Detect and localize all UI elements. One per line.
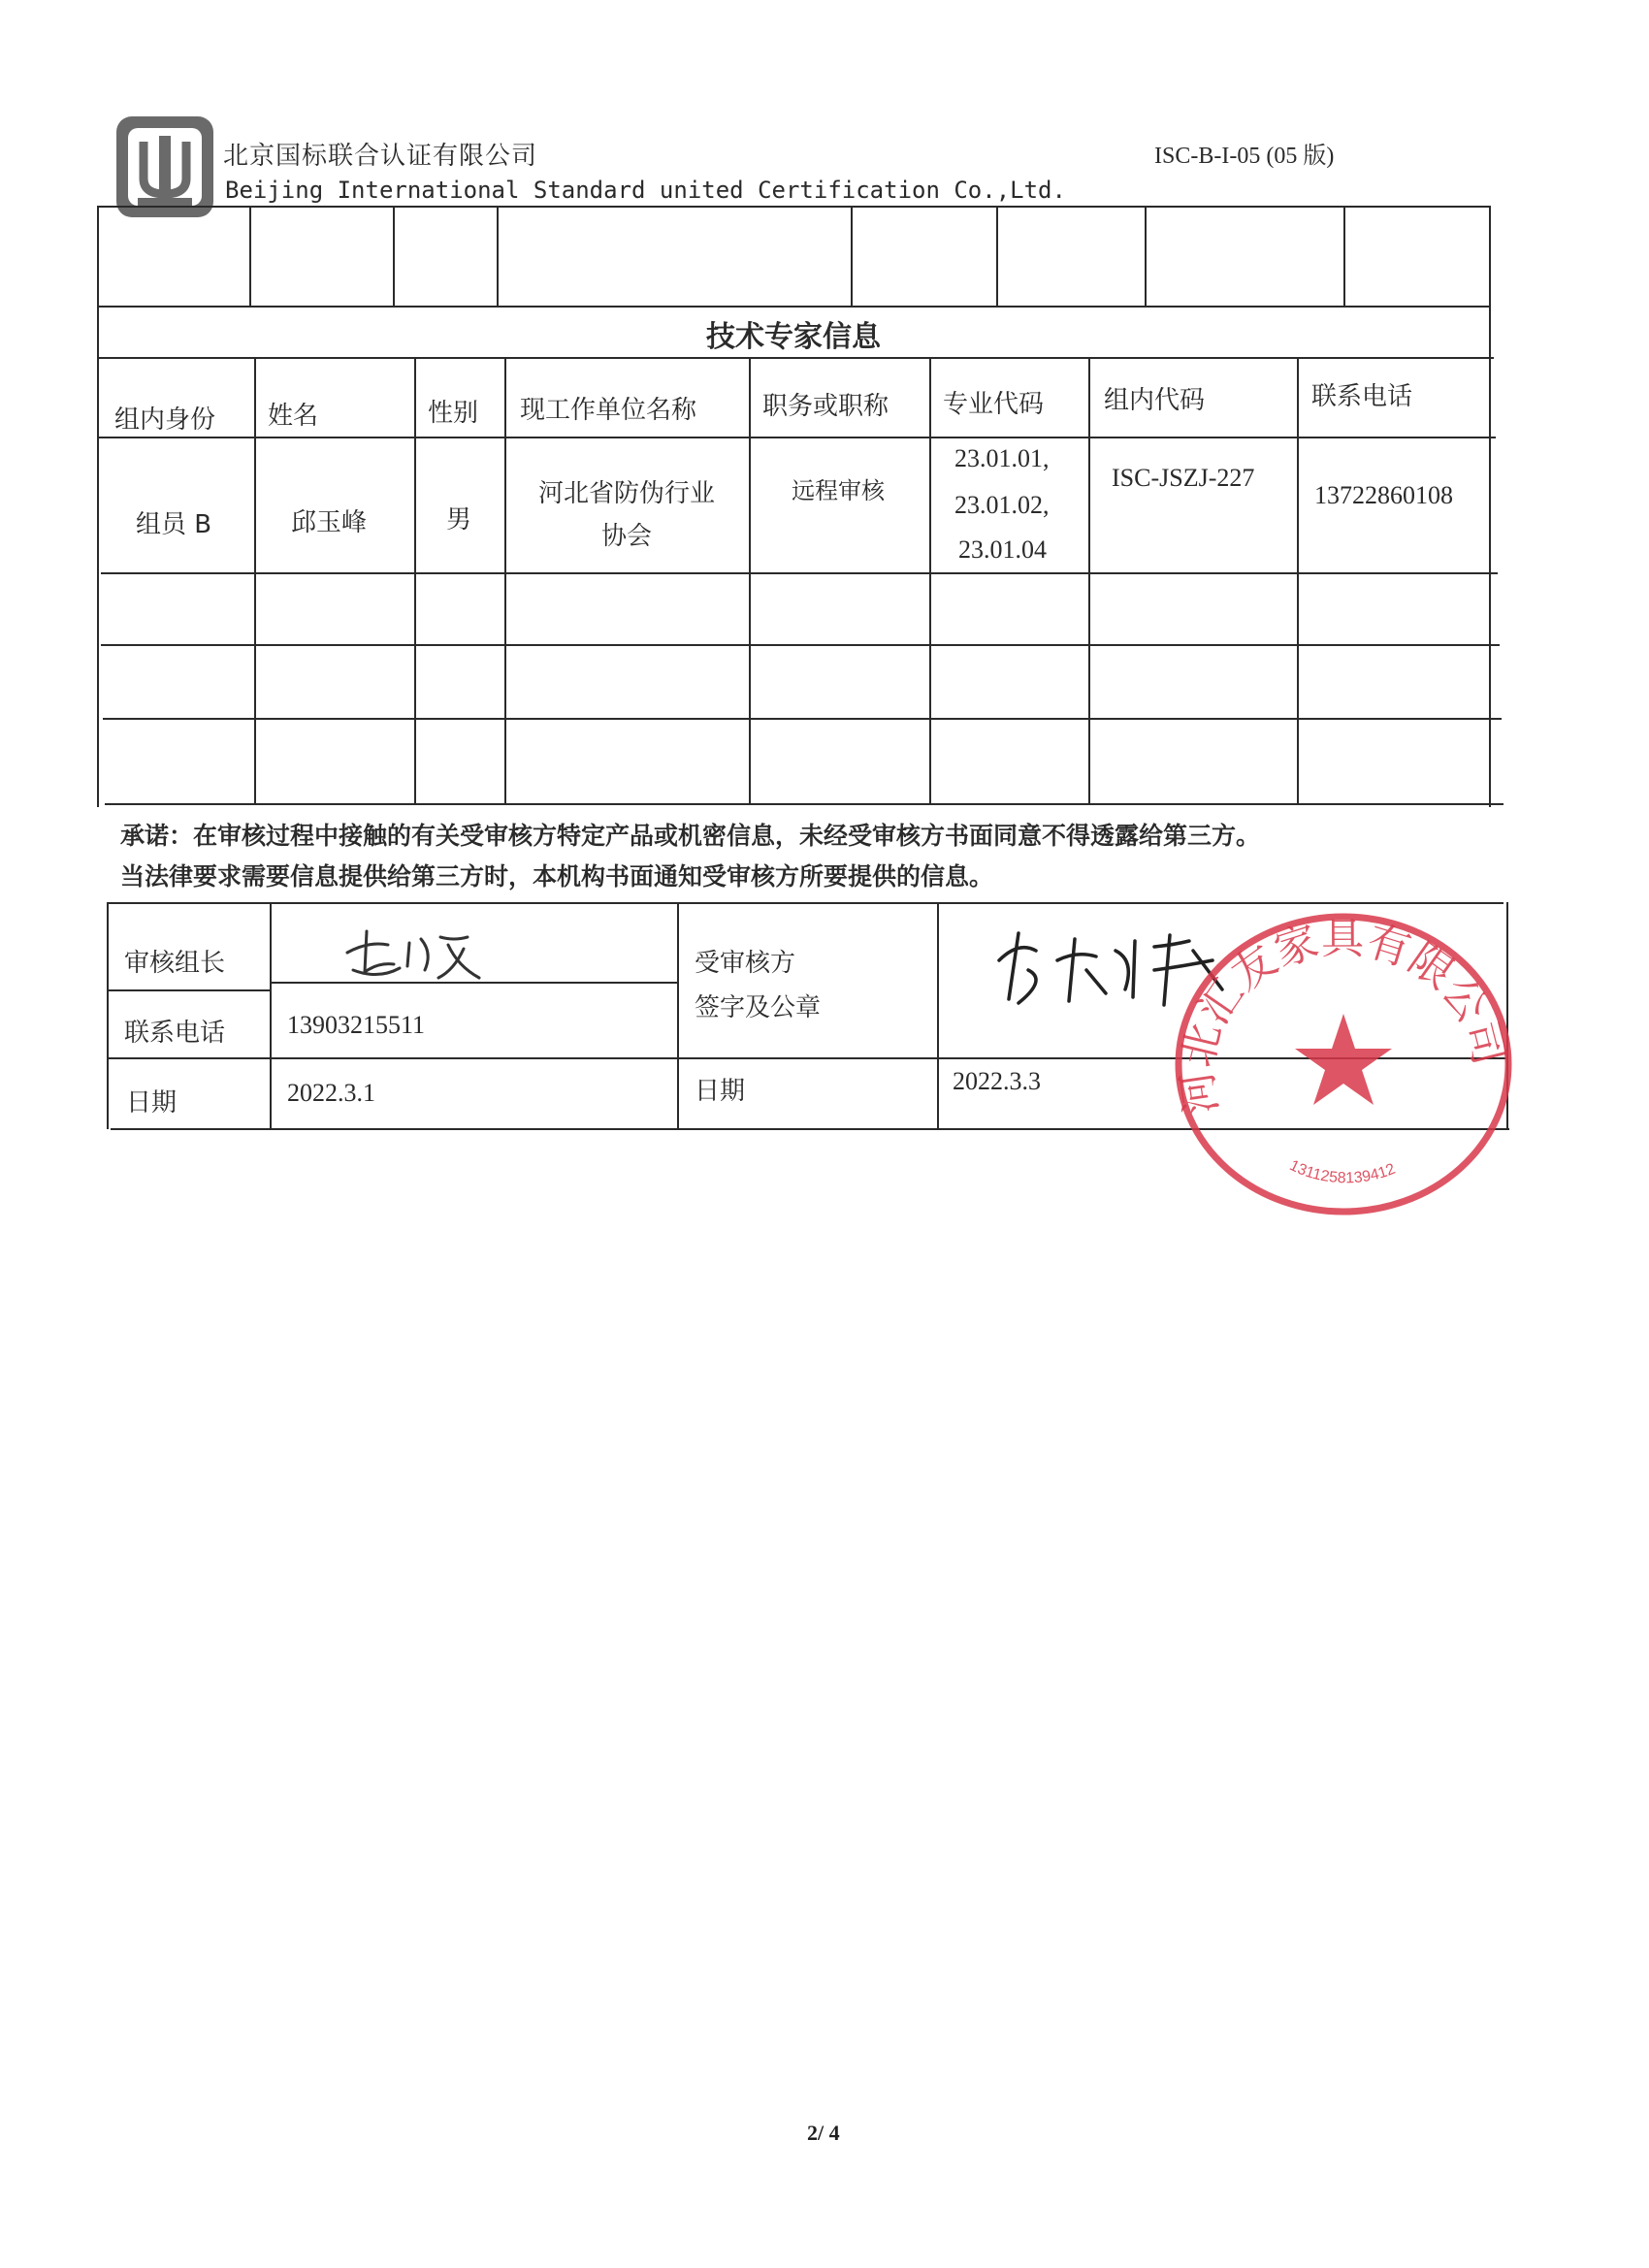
- col-header-role: 组内身份: [114, 405, 216, 435]
- cell-employer-line1: 河北省防伪行业: [537, 479, 715, 508]
- cell-employer-line2: 协会: [600, 522, 652, 551]
- company-seal: [1169, 907, 1518, 1222]
- col-header-position: 职务或职称: [762, 392, 889, 421]
- col-header-specialty-code: 专业代码: [943, 390, 1045, 419]
- cell-name: 邱玉峰: [291, 508, 368, 537]
- col-header-gender: 性别: [428, 399, 479, 428]
- seal-text: 河北汇友家具有限公司: [1172, 914, 1514, 1118]
- cell-specialty-code-3: 23.01.04: [958, 535, 1047, 564]
- commitment-line-2: 当法律要求需要信息提供给第三方时，本机构书面通知受审核方所要提供的信息。: [120, 862, 994, 891]
- document-code: ISC-B-I-05 (05 版): [1154, 144, 1335, 169]
- date-value: 2022.3.1: [287, 1079, 375, 1107]
- phone-value: 13903215511: [287, 1011, 426, 1039]
- company-name-en: Beijing International Standard united Certification Co.,Ltd.: [225, 177, 1066, 204]
- cell-gender: 男: [446, 505, 472, 535]
- cell-group-code: ISC-JSZJ-227: [1112, 464, 1255, 492]
- company-logo: [114, 114, 215, 219]
- cell-specialty-code-2: 23.01.02,: [954, 491, 1050, 519]
- commitment-line-1: 承诺：在审核过程中接触的有关受审核方特定产品或机密信息，未经受审核方书面同意不得透露给第三方。: [120, 822, 1261, 850]
- leader-signature-text: 李丽英: [340, 983, 342, 984]
- auditee-date-label: 日期: [695, 1077, 746, 1106]
- cell-specialty-code-1: 23.01.01,: [954, 444, 1050, 472]
- page-number: 2/ 4: [807, 2121, 840, 2145]
- col-header-employer: 现工作单位名称: [520, 396, 697, 425]
- phone-label: 联系电话: [124, 1019, 226, 1048]
- leader-label: 审核组长: [124, 949, 226, 978]
- col-header-group-code: 组内代码: [1104, 386, 1206, 415]
- leader-signature: [340, 923, 495, 984]
- seal-number: 1311258139412: [1286, 1157, 1398, 1187]
- cell-phone: 13722860108: [1314, 481, 1453, 509]
- auditee-date-value: 2022.3.3: [953, 1067, 1041, 1095]
- col-header-name: 姓名: [268, 402, 319, 431]
- auditee-label-1: 受审核方: [695, 949, 796, 978]
- company-name-cn: 北京国标联合认证有限公司: [223, 142, 538, 171]
- date-label: 日期: [126, 1088, 178, 1118]
- auditee-label-2: 签字及公章: [695, 993, 822, 1022]
- cell-role: 组员 B: [136, 510, 212, 539]
- cell-position: 远程审核: [792, 477, 885, 504]
- section-title: 技术专家信息: [706, 320, 881, 354]
- col-header-phone: 联系电话: [1311, 382, 1413, 411]
- svg-text:1311258139412: [1287, 1157, 1398, 1186]
